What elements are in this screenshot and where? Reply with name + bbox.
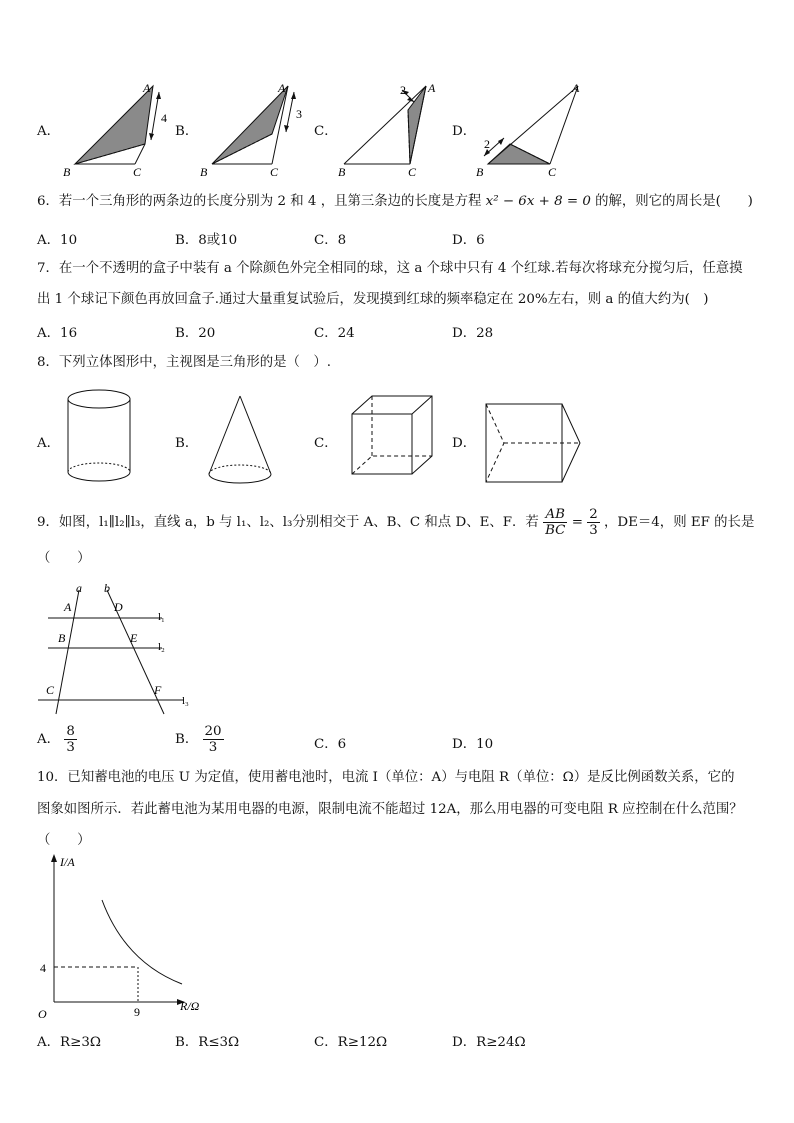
q9-fraction-numerator: AB: [543, 507, 567, 523]
q6-option-c: C．8: [314, 233, 347, 248]
q10-origin-label: O: [38, 1007, 47, 1021]
q8-option-c-label: C．: [314, 436, 338, 451]
q9-line-l3-label: l₃: [182, 695, 189, 707]
q9-option-a-label: A．: [37, 732, 61, 747]
q6-option-b: B．8或10: [175, 233, 238, 248]
q10-option-d: D．R≥24Ω: [452, 1035, 526, 1050]
q5d-length: 2: [484, 137, 490, 151]
q5a-vertex-a: A: [143, 81, 151, 95]
q5c-vertex-b: B: [338, 165, 346, 178]
q5a-vertex-b: B: [63, 165, 71, 178]
q9-point-d: D: [114, 600, 123, 614]
q6-text-mid2: ，且第三条边的长度是方程: [320, 194, 482, 209]
q9-paren: （ ）: [37, 551, 91, 566]
q6-text-pre: 6．若一个三角形的两条边的长度分别为: [37, 194, 274, 209]
q5b-length: 3: [296, 107, 302, 121]
q9-point-c: C: [46, 683, 55, 697]
q9-option-b-fraction: [203, 724, 224, 755]
q10-curve: [102, 900, 182, 984]
q8-cone-figure: [204, 390, 278, 490]
q5c-vertex-a: A: [428, 81, 436, 95]
q9-point-e: E: [130, 631, 138, 645]
q10-stem-line2: 图象如图所示．若此蓄电池为某用电器的电源，限制电流不能超过 12A，那么用电器的可变电阻 R 应控制在什么范围？: [37, 802, 743, 817]
q8-prism-figure: [482, 398, 588, 488]
q9-point-a: A: [64, 600, 72, 614]
q9-line-l1-label: l₁: [158, 611, 165, 623]
q9-option-b-label: B．: [175, 732, 199, 747]
q8-cube-figure: [346, 392, 438, 484]
q6-text-mid1: 和: [290, 194, 304, 209]
q9-fraction-ab-bc: [543, 507, 567, 538]
q8-option-b-label: B．: [175, 436, 199, 451]
q9-option-b: [175, 722, 224, 758]
q9-equals: =: [571, 515, 583, 530]
q8-cylinder-figure: [62, 386, 138, 488]
q5-figure-b: [192, 78, 312, 178]
q10-stem-line1: 10．已知蓄电池的电压 U 为定值，使用蓄电池时，电流 I（单位：A）与电阻 R（单位：Ω）是反比例函数关系，它的: [37, 770, 735, 785]
q6-number-2: 4: [307, 194, 317, 209]
q5b-vertex-b: B: [200, 165, 208, 178]
q9-text-post: ，DE＝4，则 EF 的长是: [604, 515, 755, 530]
q5-figure-d: [468, 78, 598, 178]
q9-line-a-label: a: [76, 582, 82, 595]
q9-option-a-fraction: [64, 724, 77, 755]
q6-equation: x² − 6x + 8 = 0: [485, 194, 591, 209]
q9-stem: [37, 505, 754, 541]
q10-inverse-function-graph: [30, 852, 220, 1022]
q9-option-a-numerator: 8: [66, 724, 75, 739]
q5-figure-c: [330, 78, 450, 178]
q5c-vertex-c: C: [408, 165, 417, 178]
q5b-vertex-c: C: [270, 165, 279, 178]
q9-value-numerator: 2: [589, 507, 598, 522]
q9-option-b-numerator: 20: [204, 724, 222, 739]
q10-paren: （ ）: [37, 833, 91, 848]
q5d-vertex-a: A: [572, 81, 580, 95]
q5c-length: 2: [400, 83, 406, 97]
q5-option-a-label: A．: [37, 124, 61, 139]
q9-option-d: D．10: [452, 737, 494, 752]
q5-figure-a: [55, 78, 175, 178]
q9-point-b: B: [58, 631, 66, 645]
q9-option-a: [37, 722, 77, 758]
q8-option-a-label: A．: [37, 436, 61, 451]
q7-option-b: B．20: [175, 326, 216, 341]
q5-option-c-label: C．: [314, 124, 338, 139]
q10-y-axis-label: I/A: [60, 855, 75, 869]
q9-option-b-denominator: 3: [208, 740, 218, 755]
q7-option-c: C．24: [314, 326, 355, 341]
q6-stem: [37, 192, 753, 212]
q8-stem: 8．下列立体图形中，主视图是三角形的是（ ）.: [37, 355, 331, 370]
q7-stem-line2: 出 1 个球记下颜色再放回盒子.通过大量重复试验后，发现摸到红球的频率稳定在 20%左右，则 a 的值大约为( ): [37, 292, 709, 307]
q5a-length: 4: [161, 111, 167, 125]
q9-line-l2-label: l₂: [158, 641, 165, 653]
q10-option-c: C．R≥12Ω: [314, 1035, 388, 1050]
q7-stem-line1: 7．在一个不透明的盒子中装有 a 个除颜色外完全相同的球，这 a 个球中只有 4 个红球.若每次将球充分搅匀后，任意摸: [37, 261, 743, 276]
q5d-vertex-c: C: [548, 165, 557, 178]
q5d-vertex-b: B: [476, 165, 484, 178]
q6-option-a: A．10: [37, 233, 78, 248]
q10-y-tick-4: 4: [40, 961, 46, 975]
q5-option-d-label: D．: [452, 124, 477, 139]
q8-option-d-label: D．: [452, 436, 477, 451]
q5a-vertex-c: C: [133, 165, 142, 178]
q10-option-a: A．R≥3Ω: [37, 1035, 101, 1050]
q10-option-b: B．R≤3Ω: [175, 1035, 240, 1050]
q6-number-1: 2: [277, 194, 286, 209]
q9-option-c: C．6: [314, 737, 347, 752]
q9-value-denominator: 3: [589, 523, 598, 538]
q5-option-b-label: B．: [175, 124, 199, 139]
q9-fraction-denominator: BC: [545, 523, 566, 538]
q9-line-b-label: b: [104, 582, 110, 595]
q9-fraction-value: [587, 507, 600, 538]
q9-parallel-lines-figure: [34, 582, 200, 720]
q7-option-d: D．28: [452, 326, 494, 341]
q5b-vertex-a: A: [278, 81, 286, 95]
q6-option-d: D．6: [452, 233, 485, 248]
q6-text-post: 的解，则它的周长是( ): [595, 194, 753, 209]
q9-text-pre: 9．如图，l₁∥l₂∥l₃，直线 a，b 与 l₁、l₂、l₃分别相交于 A、B、C 和点 D、E、F．若: [37, 515, 539, 530]
q9-option-a-denominator: 3: [66, 740, 75, 755]
q9-point-f: F: [154, 683, 162, 697]
q10-x-axis-label: R/Ω: [180, 999, 200, 1013]
q7-option-a: A．16: [37, 326, 78, 341]
q10-x-tick-9: 9: [134, 1005, 140, 1019]
